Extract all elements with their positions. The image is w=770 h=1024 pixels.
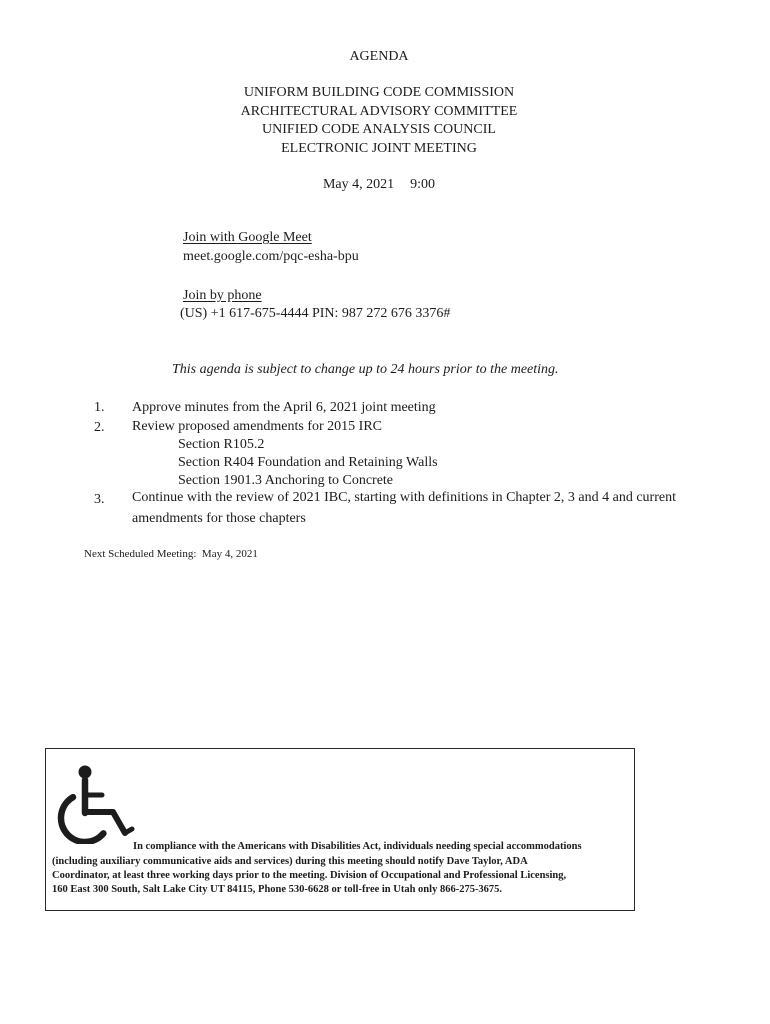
agenda-item-continuation: amendments for those chapters	[132, 511, 306, 526]
agenda-title: AGENDA	[349, 49, 409, 64]
agenda-item: Continue with the review of 2021 IBC, starting with definitions in Chapter 2, 3 and 4 and current	[132, 490, 676, 505]
agenda-subitem: Section R404 Foundation and Retaining Walls	[178, 455, 438, 470]
meeting-datetime	[0, 177, 758, 193]
agenda-subitem: Section R105.2	[178, 437, 265, 452]
organization-line: ARCHITECTURAL ADVISORY COMMITTEE	[240, 104, 518, 119]
next-meeting-label: Next Scheduled Meeting:	[84, 548, 197, 560]
organization-line: UNIFORM BUILDING CODE COMMISSION	[243, 85, 515, 100]
item-number: 1.	[94, 400, 105, 415]
item-number: 3.	[94, 492, 105, 507]
meeting-time: 9:00	[410, 177, 436, 192]
join-by-phone-label[interactable]: Join by phone	[183, 288, 262, 303]
agenda-subitem: Section 1901.3 Anchoring to Concrete	[178, 473, 394, 488]
google-meet-url: meet.google.com/pqc-esha-bpu	[183, 249, 359, 264]
agenda-item: Review proposed amendments for 2015 IRC	[132, 419, 383, 434]
agenda-notice: This agenda is subject to change up to 24 hours prior to the meeting.	[172, 362, 559, 377]
organization-line: UNIFIED CODE ANALYSIS COUNCIL	[262, 122, 496, 137]
next-meeting-date: May 4, 2021	[201, 548, 258, 560]
ada-notice-line: In compliance with the Americans with Disabilities Act, individuals needing special accommodations	[133, 841, 582, 852]
item-number: 2.	[94, 420, 105, 435]
next-meeting	[84, 548, 258, 561]
ada-notice-line: (including auxiliary communicative aids and services) during this meeting should notify Dave Taylor, ADA	[52, 856, 528, 867]
meeting-date: May 4, 2021	[322, 177, 395, 192]
ada-notice-line: Coordinator, at least three working days prior to the meeting. Division of Occupational and Professional Licensing,	[52, 870, 567, 881]
agenda-item: Approve minutes from the April 6, 2021 joint meeting	[132, 400, 436, 415]
phone-details: (US) +1 617-675-4444 PIN: 987 272 676 3376#	[180, 306, 451, 321]
google-meet-link-label[interactable]: Join with Google Meet	[183, 230, 312, 245]
ada-notice-line: 160 East 300 South, Salt Lake City UT 84115, Phone 530-6628 or toll-free in Utah only 866-275-3675.	[52, 884, 503, 895]
organization-line: ELECTRONIC JOINT MEETING	[281, 141, 477, 156]
wheelchair-icon	[55, 762, 135, 844]
